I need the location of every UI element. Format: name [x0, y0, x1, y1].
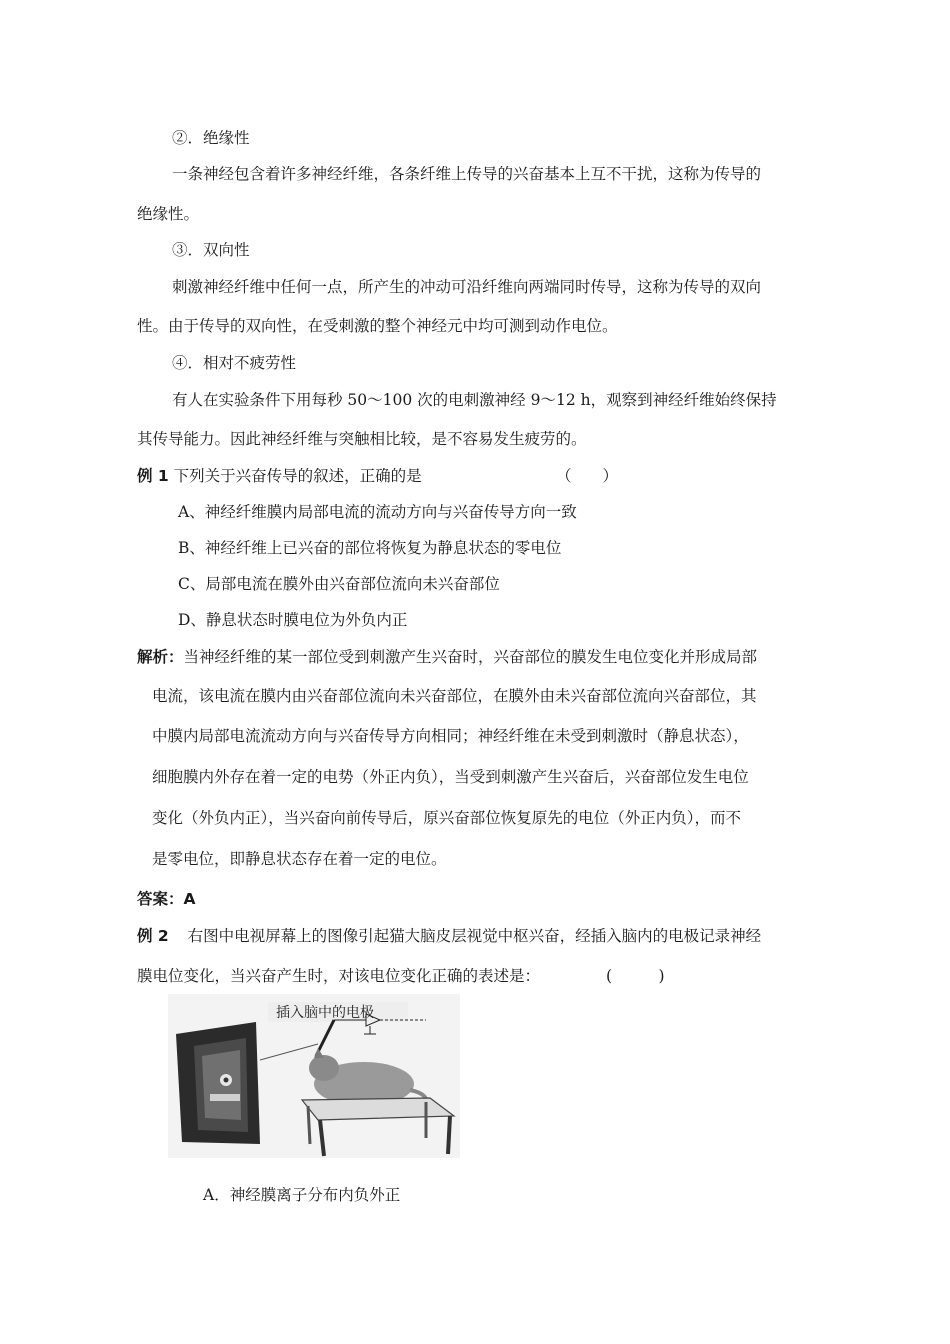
- cat-experiment-illustration: [168, 994, 460, 1158]
- analysis-line-5: 变化（外负内正），当兴奋向前传导后，原兴奋部位恢复原先的电位（外正内负），而不: [152, 809, 742, 827]
- example-2-label: 例 2: [137, 927, 169, 945]
- example-1-answer-bracket: （ ）: [556, 467, 619, 485]
- section-3-paragraph-line-2: 性。由于传导的双向性，在受刺激的整个神经元中均可测到动作电位。: [137, 317, 618, 335]
- section-4-paragraph-line-1: 有人在实验条件下用每秒 50～100 次的电刺激神经 9～12 h，观察到神经纤维始终保持: [172, 391, 777, 409]
- analysis-line-6: 是零电位，即静息状态存在着一定的电位。: [152, 850, 447, 868]
- analysis-text-1: 当神经纤维的某一部位受到刺激产生兴奋时，兴奋部位的膜发生电位变化并形成局部: [183, 648, 758, 666]
- section-2-title: ②．绝缘性: [172, 129, 250, 147]
- example-1-option-a: A、神经纤维膜内局部电流的流动方向与兴奋传导方向一致: [178, 503, 577, 521]
- section-4-title: ④．相对不疲劳性: [172, 354, 297, 372]
- section-2-paragraph-line-2: 绝缘性。: [137, 205, 200, 223]
- example-2-question-text-1: 右图中电视屏幕上的图像引起猫大脑皮层视觉中枢兴奋，经插入脑内的电极记录神经: [187, 927, 762, 945]
- example-2-answer-bracket: ( ): [606, 967, 665, 985]
- section-4-paragraph-line-2: 其传导能力。因此神经纤维与突触相比较，是不容易发生疲劳的。: [137, 430, 587, 448]
- figure-label: 插入脑中的电极: [276, 1005, 374, 1021]
- tv-monitor: [176, 1022, 260, 1144]
- answer-line: 答案：A: [137, 890, 196, 908]
- section-3-paragraph-line-1: 刺激神经纤维中任何一点，所产生的冲动可沿纤维向两端同时传导，这称为传导的双向: [172, 278, 762, 296]
- section-2-paragraph-line-1: 一条神经包含着许多神经纤维，各条纤维上传导的兴奋基本上互不干扰，这称为传导的: [172, 165, 762, 183]
- example-2-option-a: A．神经膜离子分布内负外正: [203, 1186, 401, 1204]
- example-1-option-c: C、局部电流在膜外由兴奋部位流向未兴奋部位: [178, 575, 500, 593]
- example-2-question-line-1: [137, 926, 761, 946]
- example-1-option-d: D、静息状态时膜电位为外负内正: [178, 611, 408, 629]
- analysis-line-3: 中膜内局部电流流动方向与兴奋传导方向相同；神经纤维在未受到刺激时（静息状态），: [152, 727, 749, 745]
- example-2-question-line-2: 膜电位变化，当兴奋产生时，对该电位变化正确的表述是：: [137, 967, 541, 985]
- cat-experiment-figure: [168, 994, 460, 1158]
- analysis-line-2: 电流，该电流在膜内由兴奋部位流向未兴奋部位，在膜外由未兴奋部位流向兴奋部位，其: [152, 687, 757, 705]
- section-3-title: ③．双向性: [172, 241, 250, 259]
- example-1-question-text: 下列关于兴奋传导的叙述，正确的是: [173, 467, 422, 485]
- example-1-option-b: B、神经纤维上已兴奋的部位将恢复为静息状态的零电位: [178, 539, 562, 557]
- analysis-line-4: 细胞膜内外存在着一定的电势（外正内负），当受到刺激产生兴奋后，兴奋部位发生电位: [152, 768, 749, 786]
- example-1-label: 例 1: [137, 467, 169, 485]
- example-1-question: [137, 466, 422, 486]
- analysis-line-1: [137, 647, 757, 667]
- analysis-label: 解析：: [137, 648, 184, 666]
